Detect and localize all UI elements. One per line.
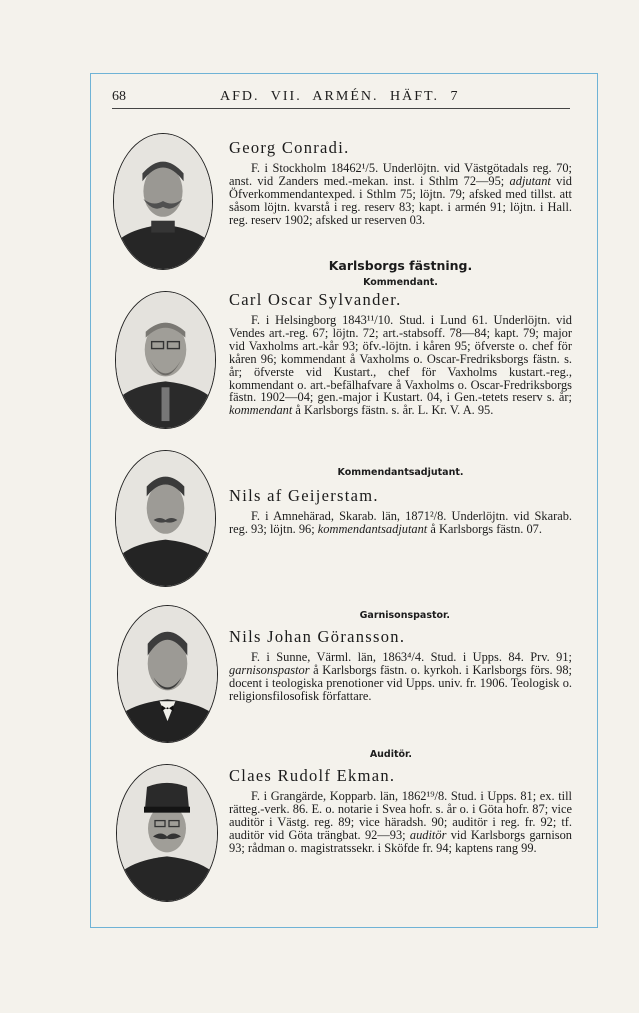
section-heading-commandant: Kommendant. <box>363 277 438 288</box>
biography-text <box>229 314 572 417</box>
portrait-georg-conradi <box>113 133 213 270</box>
biography-paragraph: F. i Stockholm 18462¹/5. Underlöjtn. vid Västgötadals reg. 70; anst. vid Zanders med.-mekan. inst. i Sthlm 72—95; adjutant vid Öfverkommendantexped. i Sthlm 75; löjtn. 79; afsked med tillst. att såsom löjtn. kvarstå i reg. reserv 83; kapt. i armén 91; löjtn. i Hall. reg. reserv 1902; afsked ur reserven 03. <box>229 161 572 227</box>
entry-carl-oscar-sylvander <box>229 290 572 417</box>
portrait-claes-rudolf-ekman <box>116 764 218 902</box>
person-name: Nils af Geijerstam. <box>229 486 379 505</box>
entry-nils-af-geijerstam <box>229 486 572 536</box>
person-name: Nils Johan Göransson. <box>229 627 406 646</box>
portrait-photo <box>114 134 212 269</box>
biography-paragraph: F. i Amnehärad, Skarab. län, 1871²/8. Underlöjtn. vid Skarab. reg. 93; löjtn. 96; kommendantsadjutant å Karlsborgs fästn. 07. <box>229 509 572 536</box>
person-name: Carl Oscar Sylvander. <box>229 290 402 309</box>
portrait-nils-johan-goransson <box>117 605 218 743</box>
portrait-photo <box>117 765 217 901</box>
portrait-photo <box>116 451 215 586</box>
biography-text <box>229 162 572 227</box>
biography-text <box>229 651 572 703</box>
entry-nils-johan-goransson <box>229 627 572 703</box>
section-heading-adjutant: Kommendantsadjutant. <box>337 467 464 478</box>
page-header <box>112 89 572 109</box>
portrait-carl-oscar-sylvander <box>115 291 216 429</box>
biography-paragraph: F. i Grangärde, Kopparb. län, 1862¹⁹/8. Stud. i Upps. 81; ex. till rätteg.-verk. 86. E. o. notarie i Svea hofr. s. år o. i Göta hofr. 87; vice auditör i Västg. reg. 89; vice häradsh. 90; auditör i reg. fr. 92; tf. auditör vid Göta trängbat. 92—93; auditör vid Karlsborgs garnison 93; rådman o. magistratssekr. i Sköfde fr. 94; kaptens rang 99. <box>229 789 573 855</box>
portrait-photo <box>118 606 217 742</box>
section-heading-fortress: Karlsborgs fästning. <box>328 258 473 273</box>
person-name: Claes Rudolf Ekman. <box>229 766 396 785</box>
portrait-photo <box>116 292 215 428</box>
entry-claes-rudolf-ekman <box>229 766 572 855</box>
biography-text <box>229 510 572 536</box>
running-title: AFD. VII. ARMÉN. HÄFT. 7 <box>220 89 460 104</box>
biography-text <box>229 790 572 855</box>
header-rule <box>112 108 570 109</box>
portrait-nils-af-geijerstam <box>115 450 216 587</box>
entry-georg-conradi <box>229 138 572 227</box>
biography-paragraph: F. i Sunne, Värml. län, 1863⁴/4. Stud. i Upps. 84. Prv. 91; garnisonspastor å Karlsborgs fästn. o. kyrkoh. i Karlsborgs förs. 98; docent i teologiska prenotioner vid Upps. univ. fr. 1906. Teologisk o. religionsfilosofisk författare. <box>229 650 572 703</box>
section-heading-pastor: Garnisonspastor. <box>359 610 450 621</box>
section-heading-auditor: Auditör. <box>369 749 412 760</box>
page-number: 68 <box>112 89 126 104</box>
person-name: Georg Conradi. <box>229 138 350 157</box>
biography-paragraph: F. i Helsingborg 1843¹¹/10. Stud. i Lund 61. Underlöjtn. vid Vendes art.-reg. 67; löjtn. 72; art.-stabsoff. 78—84; kapt. 79; major vid Vaxholms art.-kår 93; öfv.-löjtn. i kåren 95; öfverste o. chef för kåren 96; kommendant å Vaxholms o. Oscar-Fredriksborgs fästn. s. år; öfverste vid Kustart., chef för Vaxholms kustart.-reg., kommendant o. art.-befälhafvare å Vaxholms o. Oscar-Fredriksborgs fästn. 1902—04; gen.-major i Kustart. 04, i Gen.-tetets reserv s. år; kommendant å Karlsborgs fästn. s. år. L. Kr. V. A. 95. <box>229 313 572 418</box>
